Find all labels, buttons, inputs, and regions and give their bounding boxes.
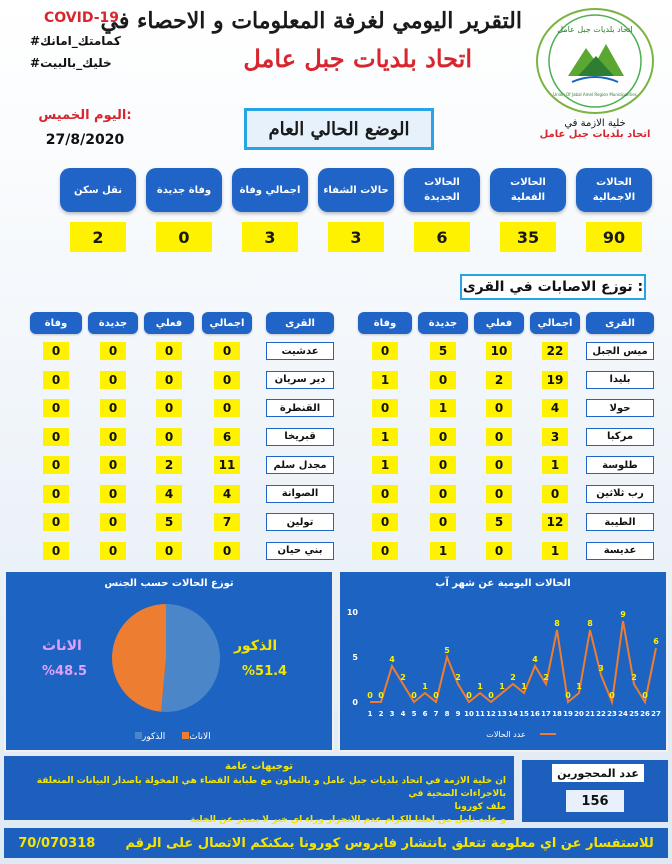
left-table-cell-town: القنطرة [266,399,334,417]
daily-cases-line [370,621,656,702]
left-table-cell-deaths: 0 [43,513,69,531]
data-label: 5 [444,646,450,655]
right-table-cell-total: 19 [542,371,568,389]
left-table-cell-total: 7 [214,513,240,531]
x-tick-label: 6 [422,710,428,718]
left-table-cell-town: قبريخا [266,428,334,446]
x-tick-label: 23 [607,710,617,718]
gender-title: توزع الحالات حسب الجنس [104,578,234,589]
left-table-header-active: فعلي [144,312,194,334]
data-label: 0 [433,691,439,700]
x-tick-label: 10 [464,710,474,718]
daily-line-chart [340,594,666,750]
left-table-cell-active: 2 [156,456,182,474]
footer-text: للاستفسار عن اي معلومة تتعلق بانتشار فايروس كورونا يمكنكم الاتصال على الرقم [125,835,654,851]
left-table-cell-active: 4 [156,485,182,503]
logo-text-top: اتحاد بلديات جبل عامل [557,25,633,34]
x-tick-label: 26 [640,710,650,718]
right-table-cell-new: 0 [430,485,456,503]
stat-recovered-label: حالات الشفاء [318,168,394,212]
stat-new-label: الحالات الجديدة [404,168,480,212]
data-label: 0 [565,691,571,700]
data-label: 0 [367,691,373,700]
y-tick-label: 0 [352,698,358,707]
x-tick-label: 14 [508,710,518,718]
left-table-cell-total: 0 [214,399,240,417]
right-table-cell-total: 0 [542,485,568,503]
left-table-cell-deaths: 0 [43,371,69,389]
data-label: 9 [620,610,626,619]
data-label: 3 [598,664,604,673]
male-value: %51.4 [242,664,288,679]
x-tick-label: 3 [389,710,395,718]
crisis-unit-label [520,118,670,140]
right-table-cell-deaths: 0 [372,513,398,531]
left-table-cell-new: 0 [100,399,126,417]
covid-label: COVID-19 [44,10,120,26]
status-title: الوضع الحالي العام [244,108,434,150]
right-table-cell-active: 0 [486,399,512,417]
right-table-cell-deaths: 0 [372,342,398,360]
data-label: 2 [455,673,461,682]
right-table-cell-deaths: 0 [372,542,398,560]
report-date: 27/8/2020 [45,132,125,148]
left-table-cell-total: 0 [214,371,240,389]
right-table-header-new: جديدة [418,312,468,334]
left-table-cell-active: 0 [156,371,182,389]
female-value: %48.5 [42,664,88,679]
gender-panel [4,570,334,752]
stat-deaths-new-value: 0 [156,222,212,252]
left-table-cell-deaths: 0 [43,485,69,503]
left-table-cell-town: بني حيان [266,542,334,560]
stat-relocated-label: نقل سكن [60,168,136,212]
x-tick-label: 9 [455,710,461,718]
stat-active-label: الحالات الفعلية [490,168,566,212]
left-table-cell-new: 0 [100,485,126,503]
left-table-cell-total: 6 [214,428,240,446]
y-tick-label: 10 [346,608,358,617]
right-table-cell-active: 0 [486,456,512,474]
right-table-cell-total: 22 [542,342,568,360]
notice-line2: ملف كورونا [454,801,506,812]
right-table-cell-new: 0 [430,371,456,389]
hashtag-mask: #كمامتك_امانك [30,34,121,48]
right-table-cell-total: 12 [542,513,568,531]
data-label: 2 [510,673,516,682]
left-table-cell-town: الصوانة [266,485,334,503]
left-table-cell-town: مجدل سلم [266,456,334,474]
right-table-cell-total: 4 [542,399,568,417]
left-table-cell-new: 0 [100,371,126,389]
x-tick-label: 2 [378,710,384,718]
right-table-cell-active: 5 [486,513,512,531]
right-table-cell-town: بليدا [586,371,654,389]
stat-total-value: 90 [586,222,642,252]
legend-female [179,732,210,742]
left-table-cell-town: دير سريان [266,371,334,389]
data-label: 2 [631,673,637,682]
right-table-cell-active: 0 [486,485,512,503]
x-tick-label: 13 [497,710,507,718]
crisis-unit-line2: اتحاد بلديات جبل عامل [539,129,651,140]
stat-active-value: 35 [500,222,556,252]
left-table-cell-new: 0 [100,513,126,531]
right-table-cell-active: 0 [486,428,512,446]
notice-line1: ان خلية الازمة في اتحاد بلديات جبل عامل و بالتعاون مع طبابة القضاء هي المخولة باصدار البيانات المتعلقة بالاجراءات الصحية في [36,775,506,799]
data-label: 0 [378,691,384,700]
hashtag-stay-home: #خليك_بالبيت [30,56,112,70]
left-table-cell-total: 4 [214,485,240,503]
stat-new-value: 6 [414,222,470,252]
right-table-cell-deaths: 1 [372,456,398,474]
left-table-cell-active: 0 [156,342,182,360]
legend-male-label: الذكور [142,732,166,742]
left-table-cell-active: 5 [156,513,182,531]
right-table-cell-total: 3 [542,428,568,446]
stat-deaths-total-value: 3 [242,222,298,252]
data-label: 0 [411,691,417,700]
left-table-cell-deaths: 0 [43,428,69,446]
left-table-cell-new: 0 [100,542,126,560]
report-title: التقرير اليومي لغرفة المعلومات و الاحصاء في [100,8,522,34]
data-label: 1 [422,682,428,691]
gender-legend [132,732,211,742]
right-table-cell-deaths: 1 [372,371,398,389]
quarantine-label: عدد المحجورين [552,764,644,782]
left-table-header-deaths: وفاة [30,312,82,334]
right-table-cell-town: مركبا [586,428,654,446]
right-table-header-town: القرى [586,312,654,334]
x-tick-label: 24 [618,710,628,718]
right-table-cell-town: طلوسة [586,456,654,474]
right-table-cell-new: 0 [430,428,456,446]
left-table-cell-town: عدشيت [266,342,334,360]
right-table-cell-total: 1 [542,456,568,474]
legend-male [132,732,165,742]
x-tick-label: 19 [563,710,573,718]
right-table-cell-total: 1 [542,542,568,560]
x-tick-label: 18 [552,710,562,718]
notice-title: توجيهات عامة [224,761,294,772]
daily-chart-title: الحالات اليومية عن شهر آب [435,578,571,589]
data-label: 0 [642,691,648,700]
stat-deaths-total-label: اجمالي وفاة [232,168,308,212]
pie-slice-female [112,604,166,712]
right-table-cell-new: 1 [430,542,456,560]
left-table-cell-town: تولين [266,513,334,531]
left-table-cell-deaths: 0 [43,399,69,417]
data-label: 6 [653,637,659,646]
data-label: 8 [587,619,593,628]
right-table-cell-deaths: 0 [372,399,398,417]
stat-total-label: الحالات الاجمالية [576,168,652,212]
footer-contact [4,828,668,858]
data-label: 1 [499,682,505,691]
quarantine-value: 156 [566,790,624,812]
data-label: 2 [400,673,406,682]
x-tick-label: 22 [596,710,606,718]
right-table-header-total: اجمالي [530,312,580,334]
right-table-cell-active: 0 [486,542,512,560]
left-table-cell-total: 0 [214,542,240,560]
x-tick-label: 8 [444,710,450,718]
x-tick-label: 4 [400,710,406,718]
x-tick-label: 20 [574,710,584,718]
right-table-cell-active: 10 [486,342,512,360]
left-table-cell-new: 0 [100,428,126,446]
left-table-header-new: جديدة [88,312,138,334]
left-table-header-town: القرى [266,312,334,334]
y-tick-label: 5 [352,653,358,662]
right-table-cell-town: الطيبة [586,513,654,531]
right-table-header-deaths: وفاة [358,312,412,334]
data-label: 4 [389,655,395,664]
x-tick-label: 17 [541,710,551,718]
x-tick-label: 25 [629,710,639,718]
left-table-cell-total: 11 [214,456,240,474]
right-table-cell-deaths: 1 [372,428,398,446]
left-table-header-total: اجمالي [202,312,252,334]
union-logo [536,8,654,114]
gender-pie [110,598,222,720]
left-table-cell-active: 0 [156,542,182,560]
right-table-cell-new: 0 [430,456,456,474]
data-label: 0 [609,691,615,700]
data-label: 1 [521,682,527,691]
right-table-cell-town: عديسة [586,542,654,560]
x-tick-label: 12 [486,710,496,718]
left-table-cell-active: 0 [156,399,182,417]
left-table-cell-deaths: 0 [43,456,69,474]
x-tick-label: 7 [433,710,439,718]
notice-box [4,756,514,825]
left-table-cell-active: 0 [156,428,182,446]
stat-deaths-new-label: وفاة جديدة [146,168,222,212]
legend-label: عدد الحالات [486,730,526,739]
left-table-cell-deaths: 0 [43,542,69,560]
right-table-cell-new: 1 [430,399,456,417]
right-table-cell-deaths: 0 [372,485,398,503]
notice-line3: و عليه نامل من اهلنا الكرام عدم الانجرار وراء اي خبر لا يصدر عن الخلية [190,814,506,825]
data-label: 0 [466,691,472,700]
logo-text-bottom: Union Of Jabal Amel Region Municipalities [553,92,637,97]
stat-recovered-value: 3 [328,222,384,252]
stat-relocated-value: 2 [70,222,126,252]
x-tick-label: 21 [585,710,595,718]
data-label: 8 [554,619,560,628]
x-tick-label: 27 [651,710,661,718]
left-table-cell-deaths: 0 [43,342,69,360]
x-tick-label: 1 [367,710,373,718]
daily-chart-panel [338,570,668,752]
right-table-cell-town: ميس الجبل [586,342,654,360]
data-label: 1 [477,682,483,691]
data-label: 4 [532,655,538,664]
report-day: اليوم الخميس: [38,108,132,123]
female-label: الاناث [42,638,82,654]
right-table-cell-town: حولا [586,399,654,417]
right-table-cell-new: 5 [430,342,456,360]
distribution-title: توزع الاصابات في القرى : [460,274,646,300]
left-table-cell-new: 0 [100,342,126,360]
crisis-unit-line1: خلية الازمة في [564,118,626,129]
right-table-header-active: فعلي [474,312,524,334]
x-tick-label: 11 [475,710,485,718]
pie-slice-male [161,604,220,712]
male-label: الذكور [234,638,278,654]
data-label: 1 [576,682,582,691]
x-tick-label: 16 [530,710,540,718]
right-table-cell-town: رب ثلاثين [586,485,654,503]
x-tick-label: 15 [519,710,529,718]
x-tick-label: 5 [411,710,417,718]
union-title: اتحاد بلديات جبل عامل [243,44,472,73]
right-table-cell-active: 2 [486,371,512,389]
data-label: 0 [488,691,494,700]
footer-phone: 70/070318 [18,835,96,851]
right-table-cell-new: 0 [430,513,456,531]
legend-female-label: الاناث [189,732,211,742]
left-table-cell-new: 0 [100,456,126,474]
data-label: 2 [543,673,549,682]
left-table-cell-total: 0 [214,342,240,360]
